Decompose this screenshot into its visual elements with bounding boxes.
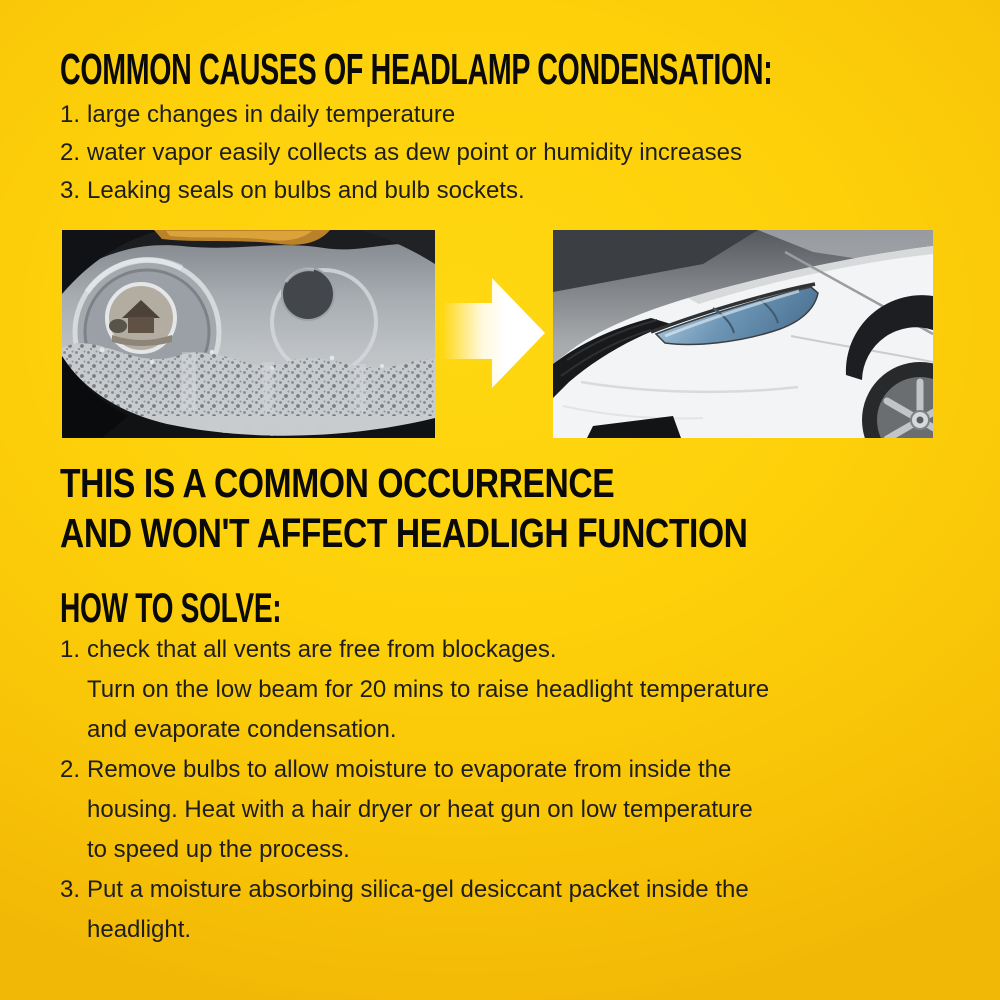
foggy-headlight-illustration xyxy=(62,230,435,438)
solve-title-text: HOW TO SOLVE: xyxy=(60,584,282,631)
causes-item-1 xyxy=(60,96,742,134)
solve-item-2 xyxy=(60,750,769,870)
solve-item-1 xyxy=(60,630,769,750)
item-number: 2. xyxy=(60,139,81,166)
item-line: Put a moisture absorbing silica-gel desiccant packet inside the xyxy=(87,876,749,903)
solve-list xyxy=(60,630,769,950)
item-line: to speed up the process. xyxy=(87,836,350,863)
solve-title xyxy=(60,584,390,632)
causes-item-2 xyxy=(60,134,742,172)
notice-line-2 xyxy=(60,508,898,558)
causes-list xyxy=(60,96,742,210)
causes-item-3 xyxy=(60,172,742,210)
item-number: 3. xyxy=(60,177,81,204)
item-number: 1. xyxy=(60,636,81,663)
notice-heading xyxy=(60,458,898,558)
item-text xyxy=(87,870,769,950)
item-number: 1. xyxy=(60,101,81,128)
arrow-right-shape xyxy=(442,278,545,388)
before-photo-foggy-headlight xyxy=(62,230,435,438)
item-text xyxy=(87,750,769,870)
item-line: Turn on the low beam for 20 mins to raise headlight temperature xyxy=(87,676,770,703)
notice-line-1-text: THIS IS A COMMON OCCURRENCE xyxy=(60,460,615,506)
item-line: headlight. xyxy=(87,916,192,943)
item-line: housing. Heat with a hair dryer or heat gun on low temperature xyxy=(87,796,753,823)
item-text: large changes in daily temperature xyxy=(87,101,456,128)
item-line: Remove bulbs to allow moisture to evaporate from inside the xyxy=(87,756,732,783)
item-text xyxy=(87,630,769,750)
solve-item-3 xyxy=(60,870,769,950)
notice-line-2-text: AND WON'T AFFECT HEADLIGH FUNCTION xyxy=(60,510,748,556)
white-car-illustration xyxy=(553,230,933,438)
notice-line-1 xyxy=(60,458,898,508)
item-line: and evaporate condensation. xyxy=(87,716,397,743)
item-text: Leaking seals on bulbs and bulb sockets. xyxy=(87,177,525,204)
arrow-right-icon xyxy=(442,278,545,388)
item-number: 3. xyxy=(60,876,81,903)
causes-title xyxy=(60,45,1000,95)
item-line: check that all vents are free from blockages. xyxy=(87,636,557,663)
item-number: 2. xyxy=(60,756,81,783)
causes-title-text: COMMON CAUSES OF HEADLAMP CONDENSATION: xyxy=(60,45,773,94)
item-text: water vapor easily collects as dew point or humidity increases xyxy=(87,139,742,166)
after-photo-clear-headlight xyxy=(553,230,933,438)
